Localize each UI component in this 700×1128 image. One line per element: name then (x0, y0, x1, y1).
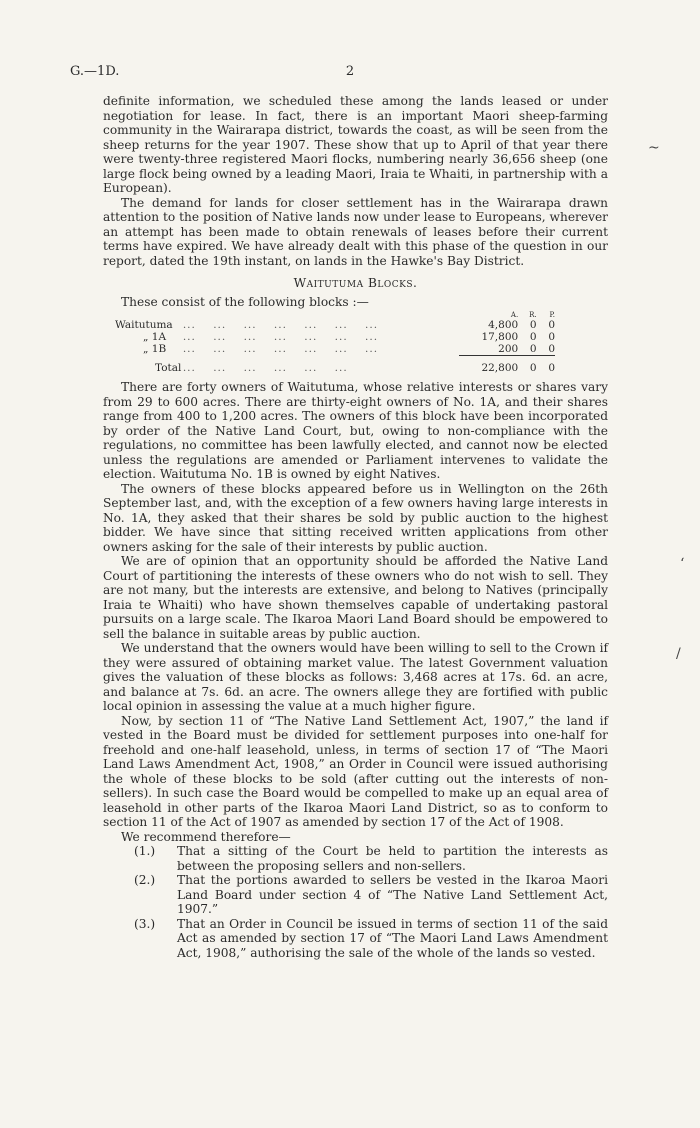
total-label: Total (155, 361, 182, 374)
paragraph: The demand for lands for closer settlement has in the Wairarapa drawn attention to the position of Native lands now under lease to Europeans, wherever an attempt has been made to obtain renewals of leases before their current terms have expired. We have already dealt with this phase of the question in our report, dated the 19th instant, on lands in the Hawke's Bay District. (103, 195, 608, 268)
units-header-row (115, 311, 555, 319)
page-header (70, 64, 630, 82)
margin-tick-mark: ʻ (680, 556, 685, 572)
blocks-intro: These consist of the following blocks :— (121, 294, 369, 309)
list-item-number: (1.) (134, 844, 156, 858)
paragraph: Now, by section 11 of “The Native Land Settlement Act, 1907,” the land if vested in the Board must be divided for settlement purposes into one-half for freehold and one-half leasehold, unless, in terms of section 17 of “The Maori Land Laws Amendment Act, 1908,” an Order in Council were issued authorising the whole of these blocks to be sold (after cutting out the interests of non-sellers). In such case the Board would be compelled to make up an equal area of leasehold in other parts of the Ikaroa Maori Land District, so as to conform to section 11 of the Act of 1907 as amended by section 17 of the Act of 1908. (103, 713, 608, 829)
paragraph: We understand that the owners would have been willing to sell to the Crown if they were assured of obtaining market value. The latest Government valuation gives the valuation of these blocks as follows: 3,468 acres at 17s. 6d. an acre, and balance at 7s. 6d. an acre. The owners allege they are fortified with public local opinion in assessing the value at a much higher figure. (103, 641, 608, 713)
body-text (103, 94, 608, 960)
block-acres: 4,800 (488, 319, 519, 331)
list-item (103, 917, 608, 961)
list-item (103, 844, 608, 873)
list-item-text: That an Order in Council be issued in terms of section 11 of the said Act as amended by section 17 of “The Maori Land Laws Amendment Act, 1908,” authorising the sale of the whole of the lands so vested. (177, 916, 608, 960)
table-row: „ 1A ... ... ... ... ... ... ... 17,800 0 0 (115, 331, 555, 343)
unit-perches: P. (549, 311, 555, 319)
page-number: 2 (345, 64, 355, 79)
recommendations-list (103, 844, 608, 960)
list-item-text: That a sitting of the Court be held to partition the interests as between the proposing sellers and non-sellers. (177, 844, 608, 873)
total-roods: 0 (518, 356, 536, 375)
block-name: Waitutuma (115, 319, 173, 331)
list-item-text: That the portions awarded to sellers be vested in the Ikaroa Maori Land Board under section 4 of “The Native Land Settlement Act, 1907.” (177, 873, 608, 916)
block-name: „ 1A (143, 331, 167, 343)
unit-acres: A. (510, 311, 519, 319)
total-acres: 22,800 (459, 356, 518, 375)
block-acres: 17,800 (481, 331, 519, 343)
block-perches: 0 (548, 331, 555, 343)
unit-roods: R. (529, 311, 537, 319)
margin-tick-mark: / (676, 646, 681, 662)
block-name: „ 1B (143, 343, 167, 356)
block-perches: 0 (548, 343, 555, 355)
blocks-table (115, 311, 608, 374)
table-row: Waitutuma ... ... ... ... ... ... ... 4,800 0 0 (115, 319, 555, 331)
document-reference: G.—1D. (70, 64, 120, 79)
list-item-number: (3.) (134, 916, 156, 931)
paragraph: definite information, we scheduled these among the lands leased or under negotiation for lease. In fact, there is an important Maori sheep-farming community in the Wairarapa district, towards the coast, as will be seen from the sheep returns for the year 1907. These show that up to April of that year there were twenty-three registered Maori flocks, numbering nearly 36,656 sheep (one large flock being owned by a leading Maori, Iraia te Whaiti, in partnership with a European). (103, 94, 608, 195)
paragraph: We are of opinion that an opportunity should be afforded the Native Land Court of partitioning the interests of these owners who do not wish to sell. They are not many, but the interests are extensive, and belong to Natives (principally Iraia te Whaiti) who have shown themselves capable of undertaking pastoral pursuits on a large scale. The Ikaroa Maori Land Board should be empowered to sell the balance in suitable areas by public auction. (103, 554, 608, 641)
paragraph: The owners of these blocks appeared before us in Wellington on the 26th September last, and, with the exception of a few owners having large interests in No. 1A, they asked that their shares be sold by public auction to the highest bidder. We have since that sitting received written applications from other owners asking for the sale of their interests by public auction. (103, 481, 608, 554)
paragraph: There are forty owners of Waitutuma, whose relative interests or shares vary from 29 to 600 acres. There are thirty-eight owners of No. 1A, and their shares range from 400 to 1,200 acres. The owners of this block have been incorporated by order of the Native Land Court, but, owing to non-compliance with the regulations, no committee has been lawfully elected, and cannot now be elected unless the regulations are amended or Parliament intervenes to validate the election. Waitutuma No. 1B is owned by eight Natives. (103, 380, 608, 481)
list-item-number: (2.) (134, 873, 156, 887)
recommend-intro: We recommend therefore— (121, 829, 291, 844)
block-acres: 200 (498, 343, 519, 355)
block-roods: 0 (529, 331, 537, 343)
block-roods: 0 (529, 343, 537, 355)
list-item (103, 873, 608, 917)
block-roods: 0 (529, 319, 537, 331)
total-perches: 0 (537, 356, 555, 375)
table-row: „ 1B ... ... ... ... ... ... ... 200 0 0 (115, 343, 555, 356)
block-perches: 0 (548, 319, 555, 331)
total-row: Total ... ... ... ... ... ... 22,800 0 0 (115, 356, 555, 375)
margin-tick-mark: ~ (648, 140, 660, 156)
section-heading: Waitutuma Blocks. (293, 276, 418, 290)
